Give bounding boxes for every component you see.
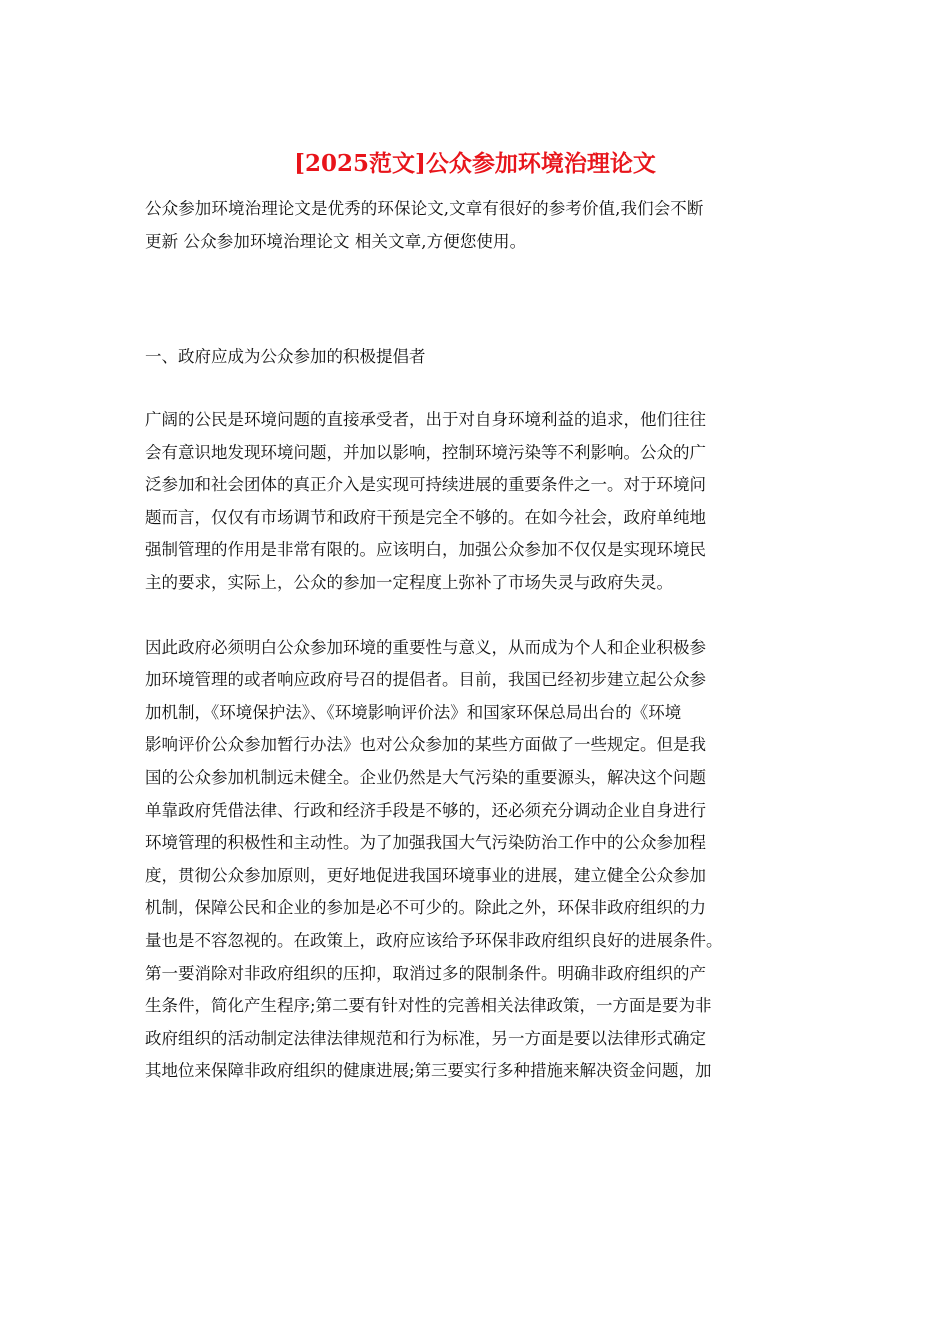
paragraph-1 — [145, 404, 807, 600]
document-title: [2025范文]公众参加环境治理论文 — [294, 150, 656, 177]
section-heading: 一、政府应成为公众参加的积极提倡者 — [145, 347, 426, 366]
intro-line: 公众参加环境治理论文是优秀的环保论文,文章有很好的参考价值,我们会不断 — [145, 199, 704, 218]
paragraph-line: 广阔的公民是环境问题的直接承受者，出于对自身环境利益的追求，他们往往 — [145, 410, 706, 429]
paragraph-line: 机制，保障公民和企业的参加是必不可少的。除此之外，环保非政府组织的力 — [145, 898, 706, 918]
paragraph-line: 加环境管理的或者响应政府号召的提倡者。目前，我国已经初步建立起公众参 — [145, 670, 706, 690]
paragraph-line: 政府组织的活动制定法律法律规范和行为标准，另一方面是要以法律形式确定 — [145, 1028, 706, 1048]
paragraph-line: 强制管理的作用是非常有限的。应该明白，加强公众参加不仅仅是实现环境民 — [145, 540, 706, 560]
paragraph-line: 单靠政府凭借法律、行政和经济手段是不够的，还必须充分调动企业自身进行 — [145, 800, 706, 820]
paragraph-line: 因此政府必须明白公众参加环境的重要性与意义，从而成为个人和企业积极参 — [145, 637, 706, 657]
paragraph-line: 影响评价公众参加暂行办法》也对公众参加的某些方面做了一些规定。但是我 — [145, 735, 706, 755]
paragraph-2 — [145, 632, 807, 1088]
paragraph-line: 加机制，《环境保护法》、《环境影响评价法》和国家环保总局出台的《环境 — [145, 702, 682, 722]
paragraph-line: 度，贯彻公众参加原则，更好地促进我国环境事业的进展，建立健全公众参加 — [145, 865, 706, 885]
paragraph-line: 第一要消除对非政府组织的压抑，取消过多的限制条件。明确非政府组织的产 — [145, 963, 706, 983]
paragraph-line: 环境管理的积极性和主动性。为了加强我国大气污染防治工作中的公众参加程 — [145, 833, 706, 853]
paragraph-line: 国的公众参加机制远未健全。企业仍然是大气污染的重要源头，解决这个问题 — [145, 767, 706, 787]
intro-paragraph — [145, 192, 807, 258]
paragraph-line: 会有意识地发现环境问题，并加以影响，控制环境污染等不利影响。公众的广 — [145, 442, 706, 462]
paragraph-line: 泛参加和社会团体的真正介入是实现可持续进展的重要条件之一。对于环境问 — [145, 475, 706, 495]
intro-line: 更新 公众参加环境治理论文 相关文章,方便您使用。 — [145, 232, 527, 251]
paragraph-line: 主的要求，实际上，公众的参加一定程度上弥补了市场失灵与政府失灵。 — [145, 572, 673, 592]
document-body — [145, 192, 807, 1088]
paragraph-line: 量也是不容忽视的。在政策上，政府应该给予环保非政府组织良好的进展条件。 — [145, 930, 723, 950]
paragraph-line: 其地位来保障非政府组织的健康进展;第三要实行多种措施来解决资金问题，加 — [145, 1061, 712, 1081]
paragraph-line: 题而言，仅仅有市场调节和政府干预是完全不够的。在如今社会，政府单纯地 — [145, 507, 706, 527]
paragraph-line: 生条件，简化产生程序;第二要有针对性的完善相关法律政策，一方面是要为非 — [145, 996, 712, 1016]
